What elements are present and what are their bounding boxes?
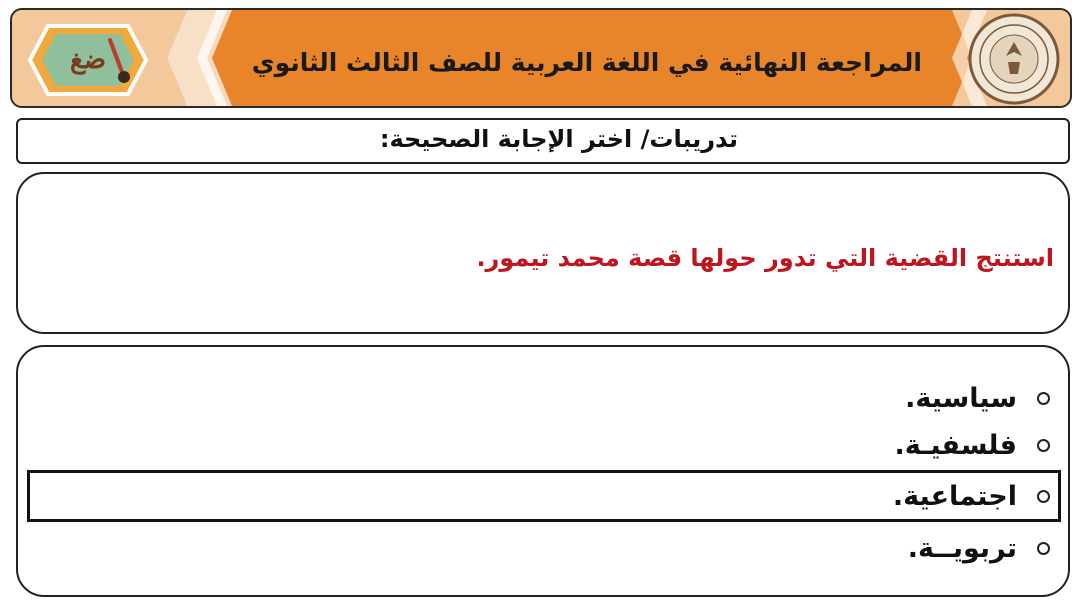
- page-title: المراجعة النهائية في اللغة العربية للصف الثالث الثانوي: [251, 48, 922, 77]
- radio-icon[interactable]: [1037, 542, 1050, 555]
- header-banner: [10, 8, 1072, 108]
- ministry-seal-icon: [964, 12, 1064, 106]
- instruction-text: تدريبات/ اختر الإجابة الصحيحة:: [379, 125, 738, 153]
- option-label: سياسية.: [905, 382, 1017, 414]
- brand-logo-icon: [26, 22, 150, 98]
- radio-icon[interactable]: [1037, 392, 1050, 405]
- svg-text:ضغ: ضغ: [70, 45, 106, 75]
- option-3[interactable]: [893, 476, 1050, 516]
- option-1[interactable]: [905, 378, 1050, 418]
- radio-icon[interactable]: [1037, 439, 1050, 452]
- option-label: فلسفيـة.: [894, 429, 1017, 461]
- option-label: تربويــة.: [907, 532, 1017, 564]
- question-text: استنتج القضية التي تدور حولها قصة محمد تيمور.: [476, 244, 1054, 272]
- radio-icon[interactable]: [1037, 490, 1050, 503]
- instruction-box: [16, 118, 1070, 164]
- question-box: [16, 172, 1070, 334]
- option-label: اجتماعية.: [892, 480, 1017, 512]
- option-2[interactable]: [895, 425, 1051, 465]
- option-4[interactable]: [908, 528, 1050, 568]
